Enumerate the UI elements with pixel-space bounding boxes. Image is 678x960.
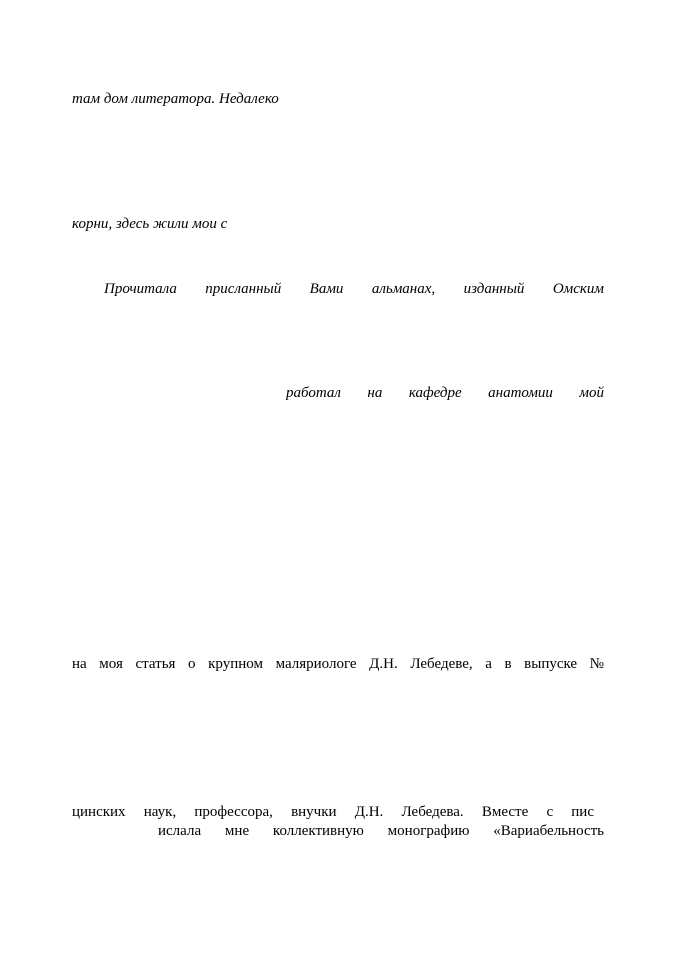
text-line-6: цинских наук, профессора, внучки Д.Н. Лебедева. Вместе с пис [72,804,594,820]
text-line-7: ислала мне коллективную монографию «Вариабельность [158,823,604,839]
text-line-4: работал на кафедре анатомии мой [286,385,604,401]
text-line-3: Прочитала присланный Вами альманах, изданный Омским [104,281,604,297]
text-line-5: на моя статья о крупном маляриологе Д.Н. Лебедеве, а в выпуске № [72,656,604,672]
text-line-1: там дом литератора. Недалеко [72,91,279,107]
text-line-2: корни, здесь жили мои с [72,216,228,232]
